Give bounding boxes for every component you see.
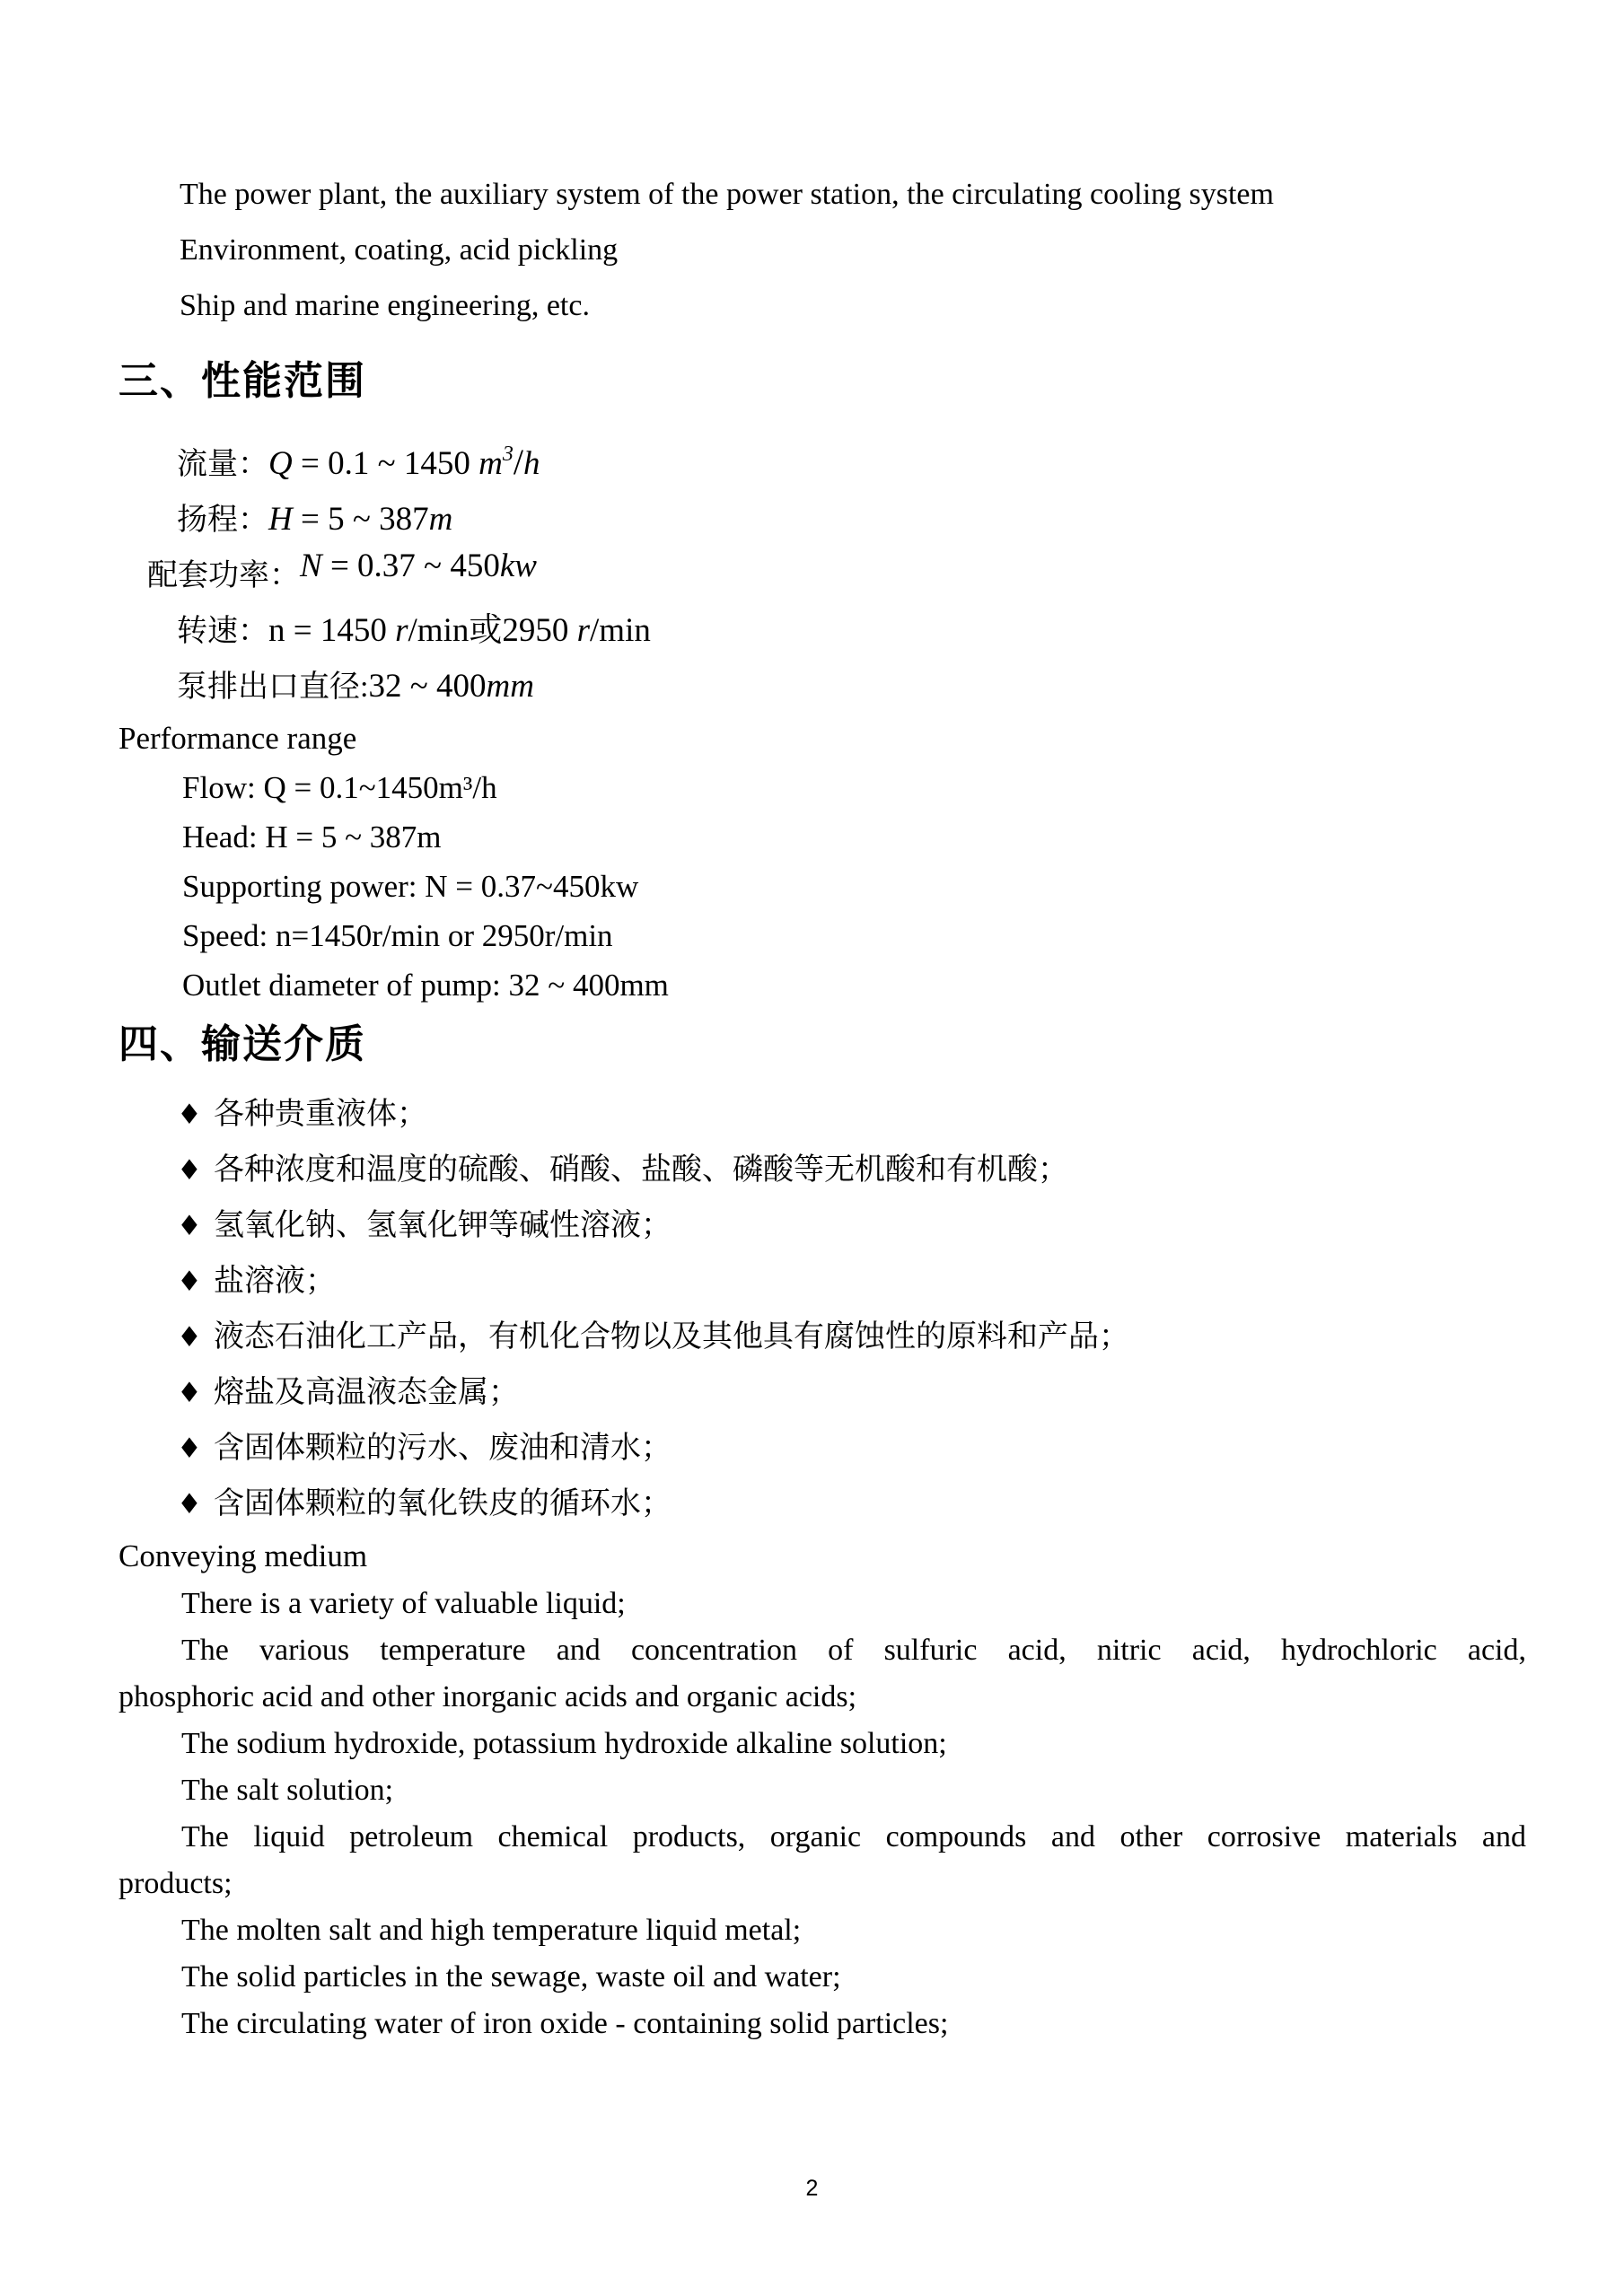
bullet-item	[119, 1198, 1526, 1254]
spec-power-cn	[119, 548, 1526, 603]
english-spec-list	[119, 763, 1526, 1010]
diamond-bullet-icon: ♦	[177, 1377, 202, 1409]
paragraph-line: The circulating water of iron oxide - containing solid particles;	[181, 2007, 949, 2040]
paragraph-line: The salt solution;	[181, 1774, 394, 1807]
bullet-text: 含固体颗粒的氧化铁皮的循环水；	[214, 1487, 672, 1520]
spec-label: 泵排出口直径:	[177, 670, 369, 704]
spec-head-en: Head: H = 5 ~ 387m	[182, 819, 442, 854]
spec-speed-en: Speed: n=1450r/min or 2950r/min	[182, 918, 613, 953]
spec-flow-cn	[119, 427, 1526, 492]
spec-formula: Q = 0.1 ~ 1450 $m^3/h$	[268, 442, 540, 482]
medium-paragraphs	[119, 1581, 1526, 2047]
spec-formula: N = 0.37 ~ 450kw	[300, 548, 537, 584]
paragraph-line: phosphoric acid and other inorganic acids and organic acids;	[119, 1680, 857, 1713]
diamond-bullet-icon: ♦	[177, 1099, 202, 1131]
spec-formula: H = 5 ~ 387m	[268, 501, 453, 538]
intro-line-3: Ship and marine engineering, etc.	[180, 289, 590, 322]
spec-label: 扬程：	[177, 504, 268, 537]
bullet-text: 熔盐及高温液态金属；	[214, 1376, 519, 1409]
bullet-text: 各种浓度和温度的硫酸、硝酸、盐酸、磷酸等无机酸和有机酸；	[214, 1153, 1068, 1187]
spec-outlet-cn	[119, 659, 1526, 714]
bullet-text: 液态石油化工产品，有机化合物以及其他具有腐蚀性的原料和产品；	[214, 1320, 1129, 1354]
page-number: 2	[805, 2176, 819, 2201]
diamond-bullet-icon: ♦	[177, 1321, 202, 1354]
spec-formula: n = 1450 r/min或2950 r/min	[268, 612, 651, 649]
bullet-text: 盐溶液；	[214, 1265, 336, 1298]
bullet-item	[119, 1310, 1526, 1365]
bullet-item	[119, 1087, 1526, 1143]
spec-formula: 32 ~ 400mm	[368, 668, 534, 705]
bullet-text: 各种贵重液体；	[214, 1098, 427, 1131]
medium-bullet-list	[119, 1087, 1526, 1532]
spec-speed-cn	[119, 603, 1526, 659]
bullet-item	[119, 1421, 1526, 1477]
spec-label: 配套功率：	[147, 559, 300, 592]
chinese-spec-list	[119, 427, 1526, 714]
diamond-bullet-icon: ♦	[177, 1488, 202, 1520]
paragraph-line: The sodium hydroxide, potassium hydroxide alkaline solution;	[181, 1727, 947, 1760]
bullet-item	[119, 1143, 1526, 1198]
intro-line-1: The power plant, the auxiliary system of the power station, the circulating cooling system	[180, 178, 1274, 211]
bullet-item	[119, 1254, 1526, 1310]
paragraph-line: The molten salt and high temperature liquid metal;	[181, 1914, 802, 1947]
section-heading-conveying-medium: 四、输送介质	[119, 1022, 366, 1066]
spec-flow-en: Flow: Q = 0.1~1450m³/h	[182, 770, 497, 805]
spec-outlet-en: Outlet diameter of pump: 32 ~ 400mm	[182, 968, 669, 1003]
bullet-item	[119, 1365, 1526, 1421]
paragraph-line: The solid particles in the sewage, waste oil and water;	[181, 1960, 841, 1994]
paragraph-line: The various temperature and concentration of sulfuric acid, nitric acid, hydrochloric acid,	[181, 1634, 1526, 1667]
conveying-medium-title: Conveying medium	[119, 1538, 368, 1573]
intro-line-2: Environment, coating, acid pickling	[180, 233, 619, 267]
bullet-text: 含固体颗粒的污水、废油和清水；	[214, 1432, 672, 1465]
paragraph-line: There is a variety of valuable liquid;	[181, 1587, 626, 1620]
paragraph-line: The liquid petroleum chemical products, organic compounds and other corrosive materials and	[181, 1820, 1526, 1853]
bullet-text: 氢氧化钠、氢氧化钾等碱性溶液；	[214, 1209, 672, 1242]
diamond-bullet-icon: ♦	[177, 1433, 202, 1465]
section-heading-performance-range: 三、性能范围	[119, 359, 366, 403]
spec-label: 转速：	[177, 615, 268, 648]
performance-range-title: Performance range	[119, 721, 357, 756]
diamond-bullet-icon: ♦	[177, 1210, 202, 1242]
spec-power-en: Supporting power: N = 0.37~450kw	[182, 869, 639, 904]
diamond-bullet-icon: ♦	[177, 1266, 202, 1298]
spec-label: 流量：	[177, 448, 268, 481]
diamond-bullet-icon: ♦	[177, 1154, 202, 1187]
bullet-item	[119, 1477, 1526, 1532]
paragraph-line: products;	[119, 1867, 233, 1900]
